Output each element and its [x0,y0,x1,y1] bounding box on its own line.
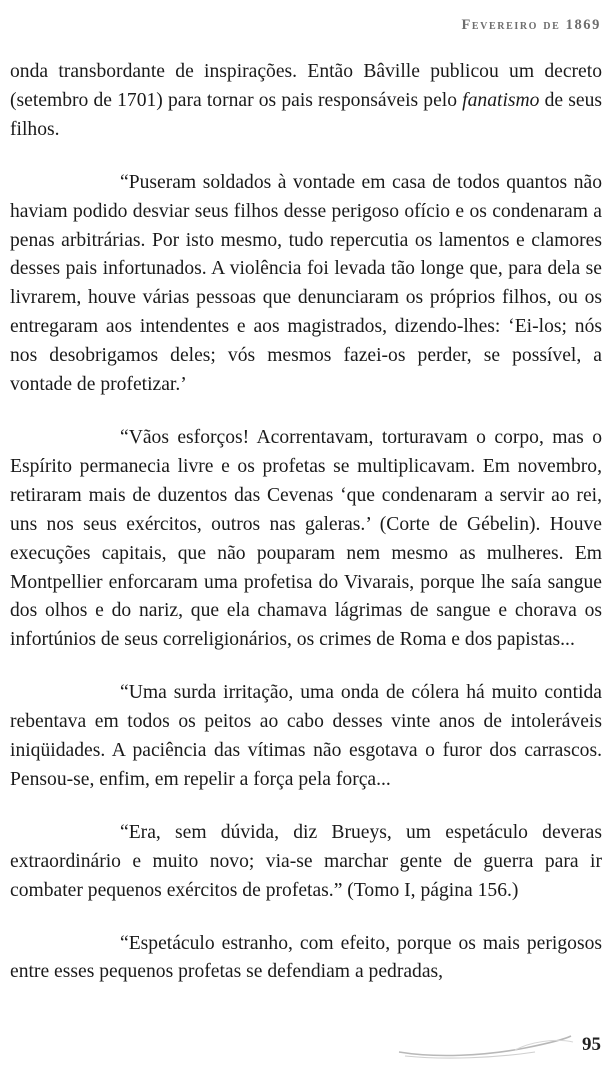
running-head: Fevereiro de 1869 [461,17,601,33]
paragraph: “Uma surda irritação, uma onda de cólera há muito contida rebentava em todos os peitos ao cabo desses vinte anos de intoleráveis iniqüidades. A paciência das vítimas não esgotava o furor dos carrascos. Pensou-se, enfim, em repelir a força pela força... [10,682,602,790]
paragraph: “Vãos esforços! Acorrentavam, torturavam o corpo, mas o Espírito permanecia livre e os profetas se multiplicavam. Em novembro, retiraram mais de duzentos das Cevenas ‘que condenaram a servir ao rei, uns nos seus exércitos, outros nas galeras.’ (Corte de Gébelin). Houve execuções capitais, que não pouparam nem mesmo as mulheres. Em Montpellier enforcaram uma profetisa do Vivarais, porque lhe saía sangue dos olhos e do nariz, que ela chamava lágrimas de sangue e chorava os infortúnios de seus correligionários, os crimes de Roma e dos papistas... [10,426,602,651]
footer-flourish-ornament [395,1030,575,1060]
paragraph: “Era, sem dúvida, diz Brueys, um espetáculo deveras extraordinário e muito novo; via-se marchar gente de guerra para ir combater pequenos exércitos de profetas.” (Tomo I, página 156.) [10,821,602,901]
emphasized-word: fanatismo [462,89,540,111]
paragraph: “Puseram soldados à vontade em casa de todos quantos não haviam podido desviar seus filhos desse perigoso ofício e os condenaram a penas arbitrárias. Por isto mesmo, tudo repercutia os lamentos e clamores desses pais infortunados. A violência foi levada tão longe que, para dela se livrarem, houve várias pessoas que denunciaram os próprios filhos, ou os entregaram aos intendentes e aos magistrados, dizendo-lhes: ‘Ei-los; nós nos desobrigamos deles; vós mesmos fazei-os perder, se possível, a vontade de profetizar.’ [10,171,602,396]
body-text [10,58,602,1011]
paragraph-text: onda transbordante de inspirações. Então Bâville publicou um decreto (setembro de 1701) para tornar os pais responsáveis pelo [10,61,602,111]
paragraph-text: de seus filhos. [10,89,602,140]
page-number: 95 [582,1034,601,1055]
paragraph: “Espetáculo estranho, com efeito, porque os mais perigosos entre esses pequenos profetas se defendiam a pedradas, [10,932,602,983]
paragraph [10,58,602,145]
